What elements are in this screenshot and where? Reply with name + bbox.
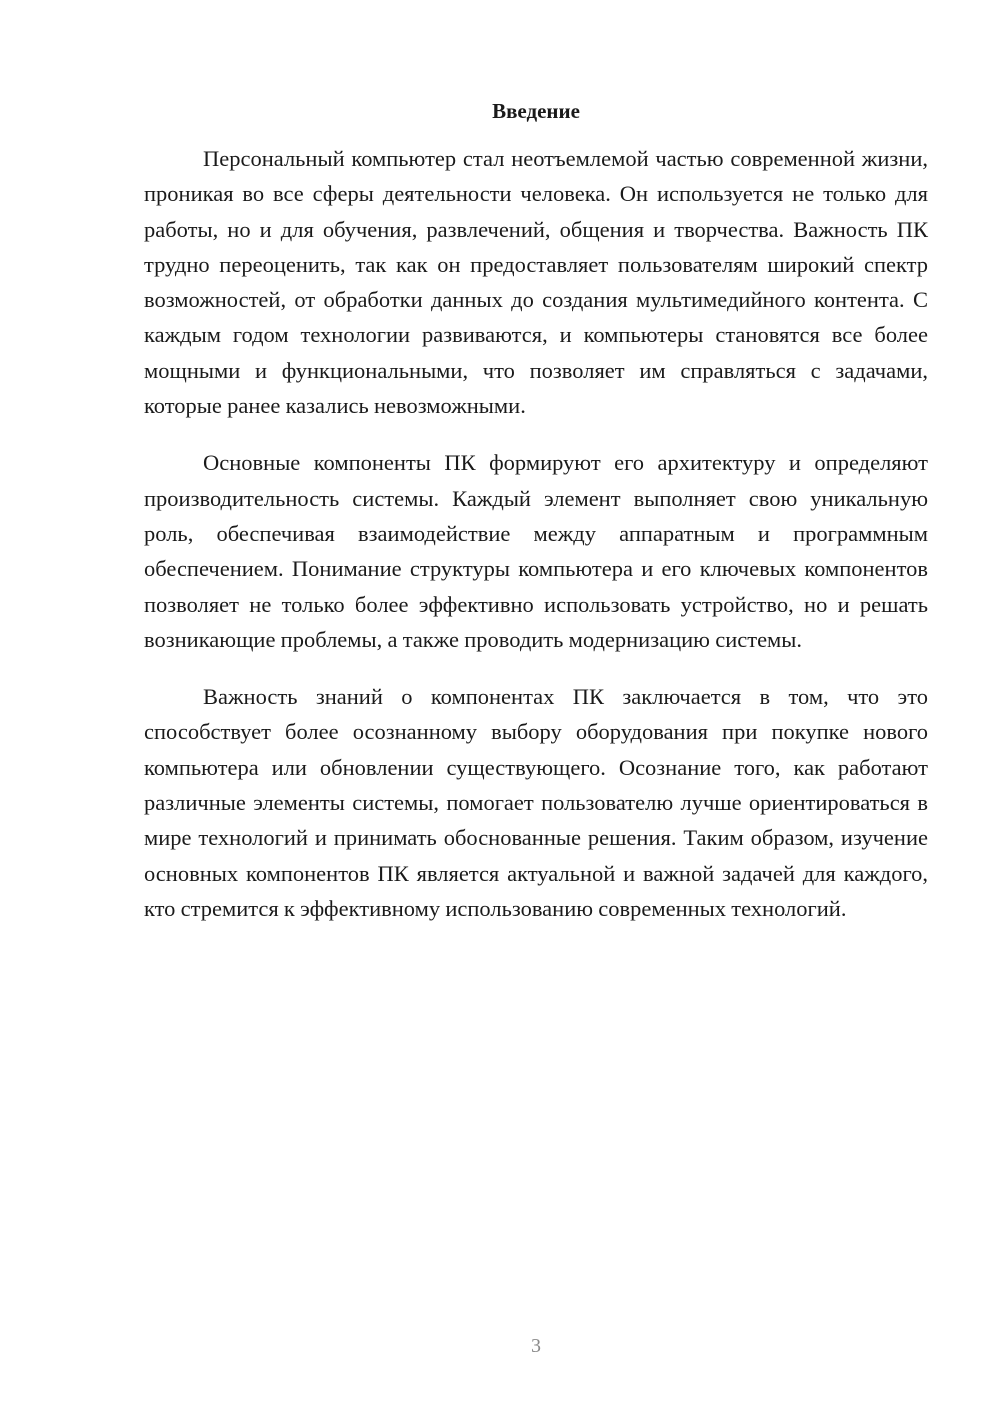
paragraph-2: Основные компоненты ПК формируют его архитектуру и определяют производительность системы. Каждый элемент выполняет свою уникальную роль, обеспечивая взаимодействие между аппаратным и программным обеспечением. Понимание структуры компьютера и его ключевых компонентов позволяет не только более эффективно использовать устройство, но и решать возникающие проблемы, а также проводить модернизацию системы. <box>144 450 928 652</box>
section-heading: Введение <box>492 99 580 123</box>
paragraph-3: Важность знаний о компонентах ПК заключается в том, что это способствует более осознанному выбору оборудования при покупке нового компьютера или обновлении существующего. Осознание того, как работают различные элементы системы, помогает пользователю лучше ориентироваться в мире технологий и принимать обоснованные решения. Таким образом, изучение основных компонентов ПК является актуальной и важной задачей для каждого, кто стремится к эффективному использованию современных технологий. <box>144 684 928 921</box>
page-number: 3 <box>531 1335 541 1357</box>
body-text <box>144 141 928 948</box>
paragraph-1: Персональный компьютер стал неотъемлемой частью современной жизни, проникая во все сферы деятельности человека. Он используется не только для работы, но и для обучения, развлечений, общения и творчества. Важность ПК трудно переоценить, так как он предоставляет пользователям широкий спектр возможностей, от обработки данных до создания мультимедийного контента. С каждым годом технологии развиваются, и компьютеры становятся все более мощными и функциональными, что позволяет им справляться с задачами, которые ранее казались невозможными. <box>144 146 928 419</box>
